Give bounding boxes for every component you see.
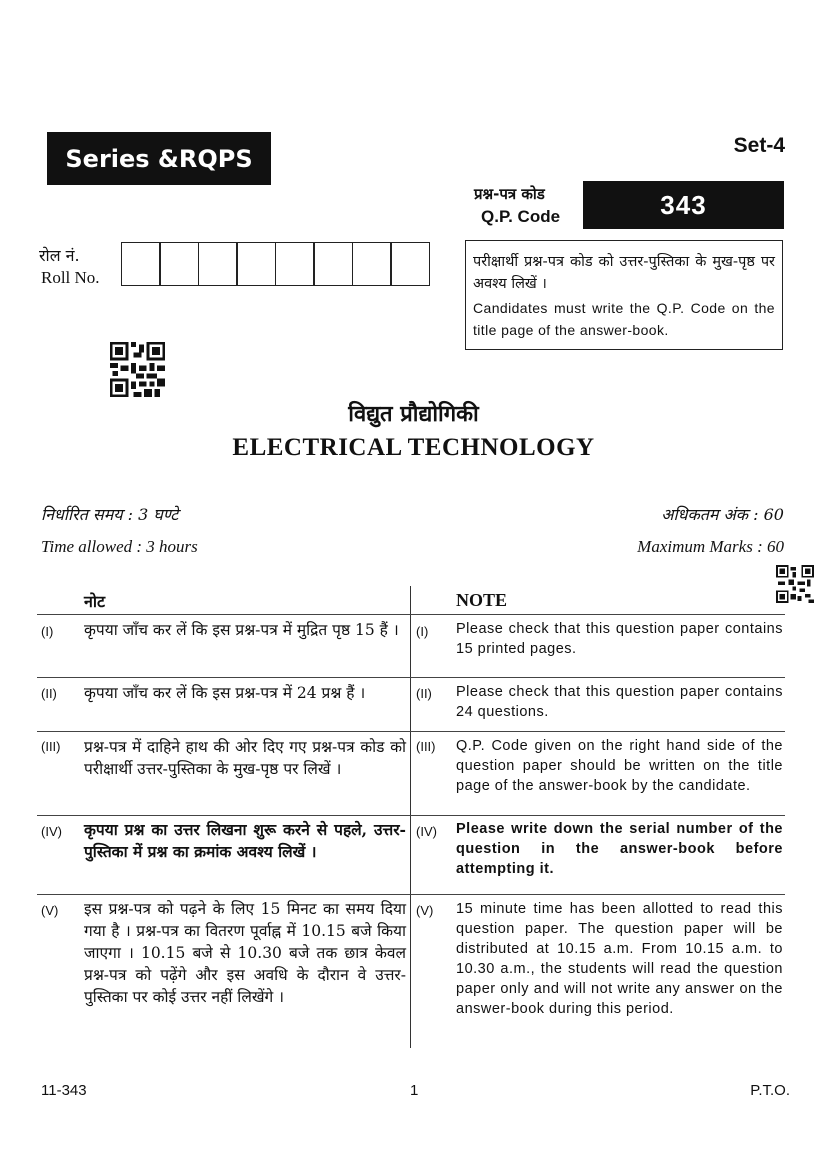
note-number: (I) bbox=[416, 624, 429, 639]
max-marks-hindi: अधिकतम अंक : 60 bbox=[661, 505, 784, 524]
qp-code-value: 343 bbox=[583, 181, 784, 229]
row-divider bbox=[37, 894, 785, 895]
note-heading: NOTE bbox=[456, 590, 508, 610]
note-text: Q.P. Code given on the right hand side of the question paper should be written on the title page of the answer-book by the candidate. bbox=[456, 738, 783, 794]
subject-title: ELECTRICAL TECHNOLOGY bbox=[232, 434, 595, 461]
series-label: Series &RQPS bbox=[47, 132, 271, 185]
roll-box[interactable] bbox=[236, 242, 276, 286]
note-number: (III) bbox=[41, 739, 61, 754]
pto-label: P.T.O. bbox=[750, 1082, 790, 1099]
note-text-hindi: इस प्रश्न-पत्र को पढ़ने के लिए 15 मिनट का समय दिया गया है । प्रश्न-पत्र का वितरण पूर्वाह्न में 10.15 बजे किया जाएगा । 10.15 बजे से 10.30 बजे तक छात्र केवल प्रश्न-पत्र को पढ़ेंगे और इस अवधि के दौरान वे उत्तर-पुस्तिका पर कोई उत्तर नहीं लिखेंगे । bbox=[84, 900, 406, 1006]
roll-box[interactable] bbox=[198, 242, 238, 286]
note-text-hindi: कृपया जाँच कर लें कि इस प्रश्न-पत्र में 24 प्रश्न हैं । bbox=[84, 684, 366, 702]
roll-box[interactable] bbox=[275, 242, 315, 286]
note-number: (I) bbox=[41, 624, 54, 639]
instruction-english: Candidates must write the Q.P. Code on the title page of the answer-book. bbox=[473, 300, 775, 338]
roll-label: Roll No. bbox=[41, 268, 100, 287]
note-number: (V) bbox=[41, 903, 59, 918]
column-divider bbox=[410, 586, 411, 1048]
note-text: Please write down the serial number of the question in the answer-book before attempting it. bbox=[456, 821, 783, 877]
instruction-hindi: परीक्षार्थी प्रश्न-पत्र कोड को उत्तर-पुस्तिका के मुख-पृष्ठ पर अवश्य लिखें । bbox=[473, 254, 775, 292]
note-number: (V) bbox=[416, 903, 434, 918]
note-text-hindi: प्रश्न-पत्र में दाहिने हाथ की ओर दिए गए प्रश्न-पत्र कोड को परीक्षार्थी उत्तर-पुस्तिका के मुख-पृष्ठ पर लिखें । bbox=[84, 738, 406, 778]
roll-number-boxes[interactable] bbox=[122, 242, 430, 286]
qr-code-icon bbox=[776, 565, 814, 603]
note-number: (III) bbox=[416, 739, 436, 754]
time-allowed-hindi: निर्धारित समय : 3 घण्टे bbox=[41, 505, 179, 524]
row-divider bbox=[37, 614, 785, 615]
note-number: (IV) bbox=[41, 824, 62, 839]
note-number: (II) bbox=[41, 686, 57, 701]
note-text: 15 minute time has been allotted to read this question paper. The question paper will be distributed at 10.15 a.m. From 10.15 a.m. to 10.30 a.m., the students will read the question paper only and will not write any answer on the answer-book during this period. bbox=[456, 901, 783, 1017]
roll-box[interactable] bbox=[352, 242, 392, 286]
roll-box[interactable] bbox=[390, 242, 430, 286]
note-heading-hindi: नोट bbox=[84, 592, 106, 611]
set-number: Set-4 bbox=[733, 134, 785, 157]
note-text: Please check that this question paper contains 15 printed pages. bbox=[456, 621, 783, 657]
note-text-hindi: कृपया प्रश्न का उत्तर लिखना शुरू करने से पहले, उत्तर-पुस्तिका में प्रश्न का क्रमांक अवश्य लिखें । bbox=[84, 820, 406, 861]
page-number: 1 bbox=[410, 1082, 419, 1099]
roll-box[interactable] bbox=[313, 242, 353, 286]
note-number: (II) bbox=[416, 686, 432, 701]
note-text-hindi: कृपया जाँच कर लें कि इस प्रश्न-पत्र में मुद्रित पृष्ठ 15 हैं । bbox=[84, 621, 399, 639]
qp-code-label-hindi: प्रश्न-पत्र कोड bbox=[474, 185, 545, 203]
subject-title-hindi: विद्युत प्रौद्योगिकी bbox=[348, 401, 479, 427]
note-number: (IV) bbox=[416, 824, 437, 839]
roll-label-hindi: रोल नं. bbox=[39, 246, 80, 265]
row-divider bbox=[37, 677, 785, 678]
row-divider bbox=[37, 731, 785, 732]
max-marks: Maximum Marks : 60 bbox=[637, 537, 784, 556]
instruction-box bbox=[465, 240, 783, 350]
qr-code-icon bbox=[110, 342, 165, 397]
row-divider bbox=[37, 815, 785, 816]
roll-box[interactable] bbox=[121, 242, 161, 286]
time-allowed: Time allowed : 3 hours bbox=[41, 537, 198, 556]
note-text: Please check that this question paper contains 24 questions. bbox=[456, 684, 783, 720]
roll-box[interactable] bbox=[159, 242, 199, 286]
qp-code-label: Q.P. Code bbox=[481, 207, 561, 226]
paper-code-footer: 11-343 bbox=[41, 1082, 87, 1099]
